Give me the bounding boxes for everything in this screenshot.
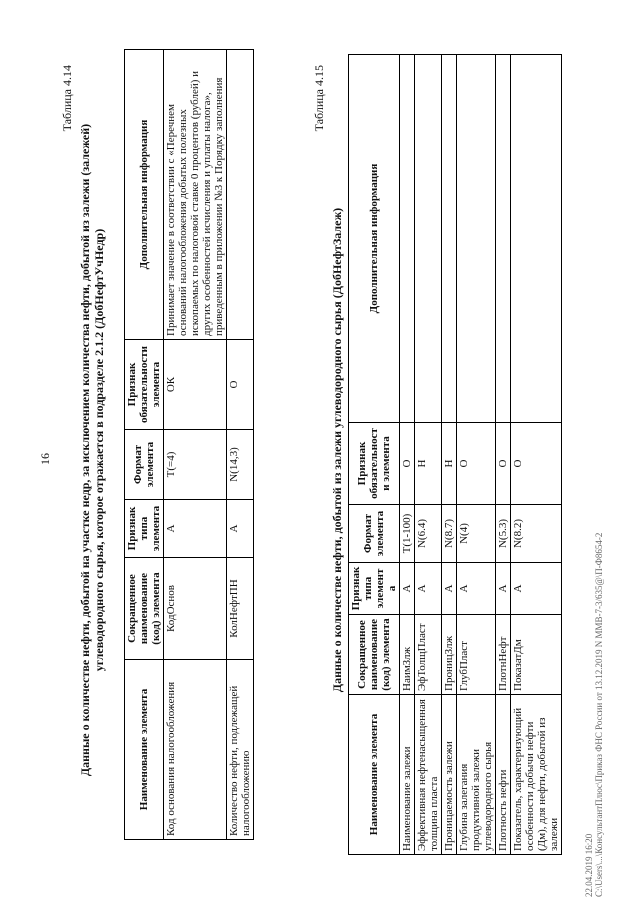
page-number: 16 (38, 453, 52, 465)
cell-format: N(14,3) (227, 430, 254, 500)
cell-name: Эффективная нефтенасыщенная толщина пласта (415, 695, 442, 855)
cell-format: N(5.3) (496, 505, 511, 563)
cell-format: N(8.2) (511, 505, 562, 563)
header-cell: Сокращенное наименование (код) элемента (125, 558, 164, 660)
cell-name: Код основания налогообложения (164, 660, 227, 840)
cell-type: А (496, 563, 511, 615)
cell-type: А (415, 563, 442, 615)
cell-name: Показатель, характеризующий особенности добычи нефти (Дм), для нефти, добытой из залежи (511, 695, 562, 855)
cell-code: ГлубПласт (457, 615, 496, 695)
table-row (457, 55, 496, 855)
table-row (227, 50, 254, 840)
cell-info: Принимает значение в соответствии с «Перечнем оснований налогообложения добытых полезных ископаемых по налоговой ставке 0 процентов (рублей) и других особенностей исчисления и уплаты налога», приведенным в приложении №3 к Порядку заполнения (164, 50, 227, 340)
cell-info (511, 55, 562, 423)
cell-type: А (400, 563, 415, 615)
table-4-14 (124, 49, 254, 840)
cell-format: N(4) (457, 505, 496, 563)
table-row (400, 55, 415, 855)
print-stamp-date: 22.04.2019 16:20 (584, 833, 594, 897)
cell-info (415, 55, 442, 423)
cell-required: О (457, 423, 496, 505)
header-cell: Наименование элемента (349, 695, 400, 855)
table-row (511, 55, 562, 855)
header-cell: Признак обязательности элемента (349, 423, 400, 505)
cell-code: КодОснов (164, 558, 227, 660)
header-cell: Признак типа элемента (349, 563, 400, 615)
cell-type: А (227, 500, 254, 558)
table-row (164, 50, 227, 840)
cell-format: N(8.7) (442, 505, 457, 563)
header-cell: Дополнительная информация (125, 50, 164, 340)
cell-required: О (511, 423, 562, 505)
cell-required: Н (415, 423, 442, 505)
cell-info (442, 55, 457, 423)
table-row (496, 55, 511, 855)
cell-name: Плотность нефти (496, 695, 511, 855)
header-cell: Формат элемента (349, 505, 400, 563)
table-4-15-caption: Данные о количестве нефти, добытой из залежи углеводородного сырья (ДобНефтЗалеж) (330, 207, 344, 693)
cell-code: КолНефтПН (227, 558, 254, 660)
cell-type: А (442, 563, 457, 615)
cell-code: ПлотнНефт (496, 615, 511, 695)
print-stamp-path: С:\Users\...\КонсультантПлюс\Приказ ФНС России от 13.12.2019 N ММВ-7-3/635@\П-Ф8654-2 (594, 532, 604, 897)
cell-name: Количество нефти, подлежащей налогообложению (227, 660, 254, 840)
cell-info (227, 50, 254, 340)
cell-required: О (227, 340, 254, 430)
cell-info (457, 55, 496, 423)
header-cell: Формат элемента (125, 430, 164, 500)
header-cell: Признак типа элемента (125, 500, 164, 558)
table-row (415, 55, 442, 855)
cell-name: Наименование залежи (400, 695, 415, 855)
header-cell: Сокращенное наименование (код) элемента (349, 615, 400, 695)
cell-code: ЭфТолщПласт (415, 615, 442, 695)
header-cell: Наименование элемента (125, 660, 164, 840)
header-cell: Признак обязательности элемента (125, 340, 164, 430)
table-header-row (349, 55, 400, 855)
cell-info (400, 55, 415, 423)
table-4-14-caption-line1: Данные о количестве нефти, добытой на участке недр, за исключением количества нефти, добытой из залежи (залежей) (78, 123, 92, 777)
cell-required: О (496, 423, 511, 505)
cell-required: ОК (164, 340, 227, 430)
cell-format: Т(=4) (164, 430, 227, 500)
table-row (442, 55, 457, 855)
cell-info (496, 55, 511, 423)
table-4-14-caption (78, 55, 106, 845)
cell-name: Проницаемость залежи (442, 695, 457, 855)
header-cell: Дополнительная информация (349, 55, 400, 423)
cell-code: ПоказатДм (511, 615, 562, 695)
cell-code: ПроницЗлж (442, 615, 457, 695)
cell-type: А (164, 500, 227, 558)
print-stamp (584, 533, 604, 897)
table-4-14-label: Таблица 4.14 (60, 65, 74, 132)
cell-format: N(6.4) (415, 505, 442, 563)
table-4-14-caption-line2: углеводородного сырья, которое отражается в подразделе 2.1.2 (ДобНефтУчНедр) (92, 228, 106, 672)
cell-code: НаимЗлж (400, 615, 415, 695)
cell-format: Т(1-100) (400, 505, 415, 563)
table-4-15 (348, 54, 562, 855)
cell-required: Н (442, 423, 457, 505)
cell-required: О (400, 423, 415, 505)
table-header-row (125, 50, 164, 840)
cell-name: Глубина залегания продуктивной залежи углеводородного сырья (457, 695, 496, 855)
cell-type: А (457, 563, 496, 615)
cell-type: А (511, 563, 562, 615)
table-4-15-label: Таблица 4.15 (312, 65, 326, 132)
